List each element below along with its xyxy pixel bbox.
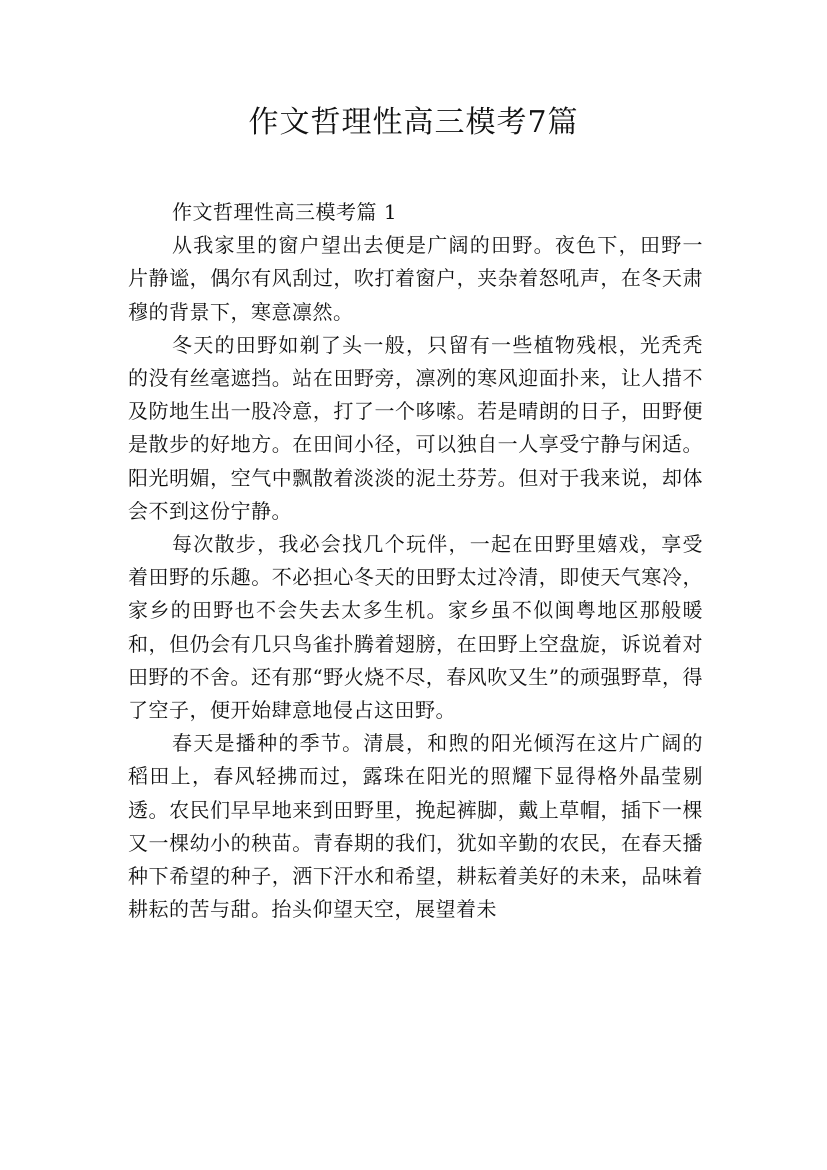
paragraph: 从我家里的窗户望出去便是广阔的田野。夜色下，田野一片静谧，偶尔有风刮过，吹打着窗户，夹杂着怒吼声，在冬天肃穆的背景下，寒意凛然。 [128, 233, 703, 324]
paragraph: 春天是播种的季节。清晨，和煦的阳光倾泻在这片广阔的稻田上，春风轻拂而过，露珠在阳光的照耀下显得格外晶莹剔透。农民们早早地来到田野里，挽起裤脚，戴上草帽，插下一棵又一棵幼小的秧苗。青春期的我们，犹如辛勤的农民，在春天播种下希望的种子，洒下汗水和希望，耕耘着美好的未来，品味着耕耘的苦与甜。抬头仰望天空，展望着未 [128, 731, 703, 922]
paragraph: 每次散步，我必会找几个玩伴，一起在田野里嬉戏，享受着田野的乐趣。不必担心冬天的田野太过冷清，即使天气寒冷，家乡的田野也不会失去太多生机。家乡虽不似闽粤地区那般暖和，但仍会有几只鸟雀扑腾着翅膀，在田野上空盘旋，诉说着对田野的不舍。还有那“野火烧不尽，春风吹又生”的顽强野草，得了空子，便开始肆意地侵占这田野。 [128, 532, 703, 723]
document-title: 作文哲理性高三模考7篇 [248, 105, 579, 140]
paragraph: 冬天的田野如剃了头一般，只留有一些植物残根，光秃秃的没有丝毫遮挡。站在田野旁，凛冽的寒风迎面扑来，让人措不及防地生出一股冷意，打了一个哆嗦。若是晴朗的日子，田野便是散步的好地方。在田间小径，可以独自一人享受宁静与闲适。阳光明媚，空气中飘散着淡淡的泥土芬芳。但对于我来说，却体会不到这份宁静。 [128, 332, 703, 523]
document-body [128, 196, 703, 926]
section-heading: 作文哲理性高三模考篇 1 [172, 200, 398, 224]
